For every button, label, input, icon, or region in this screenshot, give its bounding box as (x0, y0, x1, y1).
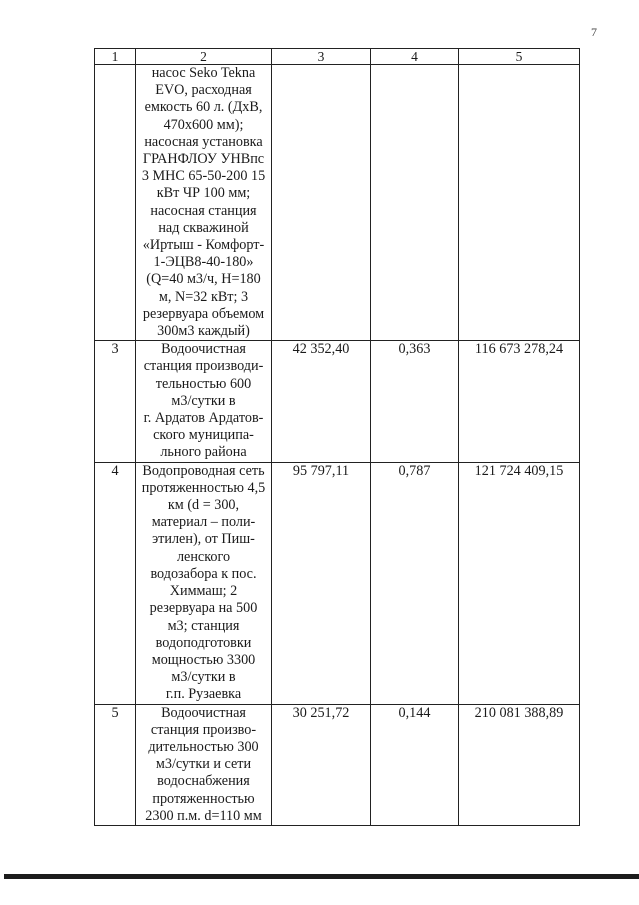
description-line: водоснабжения (157, 773, 250, 790)
description-line: Водопроводная сеть (142, 462, 265, 479)
description-line: 300м3 каждый) (157, 323, 250, 340)
description-line: «Иртыш - Комфорт- (142, 237, 265, 254)
description-line: тельностью 600 (155, 375, 252, 392)
description-line: ГРАНФЛОУ УНВпс (142, 151, 265, 168)
row-number-cell: 3 (95, 341, 136, 462)
description-cell (136, 462, 272, 704)
column-header: 2 (136, 49, 272, 65)
col4-value-cell: 0,363 (371, 341, 459, 462)
description-line: над скважиной (158, 219, 249, 236)
description-line: станция производи- (143, 358, 264, 375)
table-row (95, 341, 580, 462)
description-line: емкость 60 л. (ДхВ, (144, 99, 263, 116)
description-line: м3/сутки и сети (155, 756, 252, 773)
table-row (95, 65, 580, 341)
col3-value-cell: 30 251,72 (272, 704, 371, 825)
description-line: км (d = 300, (167, 497, 240, 514)
description-line: м3/сутки в (171, 669, 236, 686)
description-line: м, N=32 кВт; 3 (158, 288, 249, 305)
description-line: г. Ардатов Ардатов- (143, 410, 264, 427)
description-cell (136, 704, 272, 825)
table-body (95, 65, 580, 826)
column-header: 4 (371, 49, 459, 65)
description-line: 470х600 мм); (163, 116, 244, 133)
column-header: 3 (272, 49, 371, 65)
description-line: протяженностью (152, 790, 255, 807)
description-line: (Q=40 м3/ч, Н=180 (146, 271, 261, 288)
description-line: этилен), от Пиш- (152, 531, 255, 548)
description-line: 2300 п.м. d=110 мм (145, 807, 262, 824)
row-number-cell (95, 65, 136, 341)
table-row (95, 704, 580, 825)
description-line: станция произво- (150, 721, 257, 738)
column-header: 5 (459, 49, 580, 65)
table-header-row (95, 49, 580, 65)
col4-value-cell (371, 65, 459, 341)
description-line: г.п. Рузаевка (165, 686, 242, 703)
column-header: 1 (95, 49, 136, 65)
description-cell (136, 65, 272, 341)
page-number: 7 (591, 25, 597, 39)
description-line: дительностью 300 (148, 738, 259, 755)
description-line: EVO, расходная (155, 82, 252, 99)
description-line: насос Seko Tekna (151, 65, 256, 81)
col5-value-cell: 121 724 409,15 (459, 462, 580, 704)
description-line: Химмаш; 2 (169, 583, 238, 600)
description-line: м3; станция (167, 617, 240, 634)
description-line: 3 МНС 65-50-200 15 (141, 168, 266, 185)
col3-value-cell: 42 352,40 (272, 341, 371, 462)
description-line: резервуара на 500 (149, 600, 258, 617)
description-line: водоподготовки (155, 634, 252, 651)
description-line: м3/сутки в (171, 392, 236, 409)
description-line: насосная установка (144, 133, 263, 150)
bottom-rule (4, 874, 639, 879)
description-line: Водоочистная (161, 341, 246, 358)
col5-value-cell: 116 673 278,24 (459, 341, 580, 462)
description-line: ленского (176, 548, 231, 565)
description-line: льного района (160, 444, 247, 461)
description-line: насосная станция (150, 202, 257, 219)
col5-value-cell: 210 081 388,89 (459, 704, 580, 825)
description-line: резервуара объемом (142, 305, 265, 322)
col3-value-cell (272, 65, 371, 341)
col4-value-cell: 0,787 (371, 462, 459, 704)
row-number-cell: 4 (95, 462, 136, 704)
table-row (95, 462, 580, 704)
description-line: мощностью 3300 (151, 651, 256, 668)
description-line: кВт ЧР 100 мм; (156, 185, 251, 202)
col3-value-cell: 95 797,11 (272, 462, 371, 704)
description-line: материал – поли- (151, 514, 256, 531)
row-number-cell: 5 (95, 704, 136, 825)
description-cell (136, 341, 272, 462)
description-line: водозабора к пос. (150, 565, 257, 582)
description-line: ского муниципа- (153, 427, 254, 444)
col5-value-cell (459, 65, 580, 341)
data-table (94, 48, 580, 826)
col4-value-cell: 0,144 (371, 704, 459, 825)
description-line: протяженностью 4,5 (141, 479, 266, 496)
description-line: Водоочистная (161, 704, 246, 721)
description-line: 1-ЭЦВ8-40-180» (153, 254, 254, 271)
